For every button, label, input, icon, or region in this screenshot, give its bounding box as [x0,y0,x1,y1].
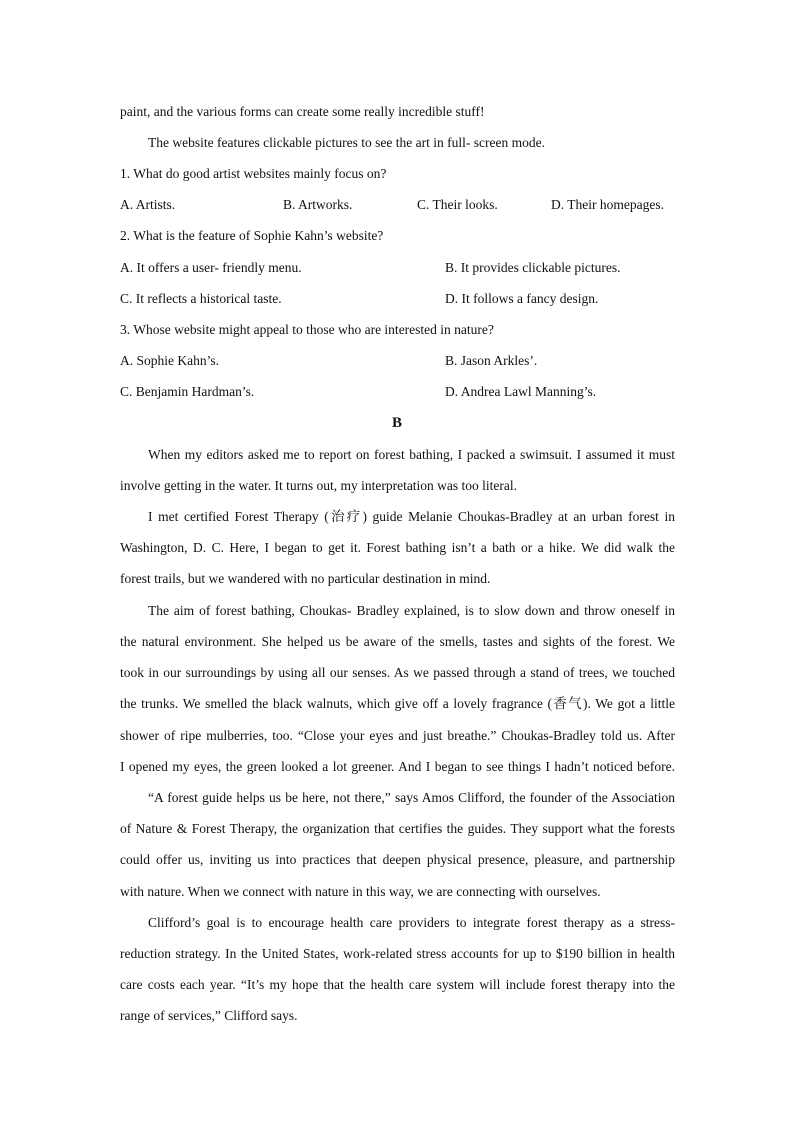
answer-option: D. Their homepages. [551,197,664,212]
passage-line: The aim of forest bathing, Choukas- Bradley explained, is to slow down and throw oneself in [148,603,675,618]
answer-option: A. It offers a user- friendly menu. [120,260,302,275]
answer-option: B. Artworks. [283,197,353,212]
answer-option: C. Their looks. [417,197,498,212]
answer-option: C. It reflects a historical taste. [120,291,282,306]
passage-line: reduction strategy. In the United States, work-related stress accounts for up to $190 billion in health [120,946,675,961]
question-stem: 2. What is the feature of Sophie Kahn’s website? [120,228,384,243]
passage-line: took in our surroundings by using all our senses. As we passed through a stand of trees, we touched [120,665,675,680]
passage-line: involve getting in the water. It turns out, my interpretation was too literal. [120,478,518,493]
passage-line: The website features clickable pictures to see the art in full- screen mode. [148,135,545,150]
answer-option: B. It provides clickable pictures. [445,260,621,275]
question-stem: 1. What do good artist websites mainly focus on? [120,166,387,181]
passage-line: the natural environment. She helped us be aware of the smells, tastes and sights of the forest. We [120,634,675,649]
answer-option: B. Jason Arkles’. [445,353,538,368]
passage-line: When my editors asked me to report on forest bathing, I packed a swimsuit. I assumed it must [148,447,675,462]
passage-line: care costs each year. “It’s my hope that the health care system will include forest therapy into the [120,977,675,992]
answer-option: C. Benjamin Hardman’s. [120,384,255,399]
passage-line: the trunks. We smelled the black walnuts, which give off a lovely fragrance (香气). We got a little [120,696,675,711]
passage-line: paint, and the various forms can create some really incredible stuff! [120,104,485,119]
passage-line: of Nature & Forest Therapy, the organization that certifies the guides. They support what the forests [120,821,675,836]
passage-line: could offer us, inviting us into practices that deepen physical presence, pleasure, and partnership [120,852,675,867]
passage-line: shower of ripe mulberries, too. “Close your eyes and just breathe.” Choukas-Bradley told us. After [120,728,675,743]
passage-line: I opened my eyes, the green looked a lot greener. And I began to see things I hadn’t noticed before. [120,759,675,774]
passage-line: range of services,” Clifford says. [120,1008,298,1023]
answer-option: A. Artists. [120,197,176,212]
answer-option: D. It follows a fancy design. [445,291,599,306]
passage-line: I met certified Forest Therapy (治疗) guide Melanie Choukas-Bradley at an urban forest in [148,509,675,524]
answer-option: D. Andrea Lawl Manning’s. [445,384,597,399]
section-heading: B [391,415,402,431]
passage-line: Washington, D. C. Here, I began to get it. Forest bathing isn’t a bath or a hike. We did walk the [120,540,675,555]
passage-line: Clifford’s goal is to encourage health care providers to integrate forest therapy as a stress- [148,915,675,930]
answer-option: A. Sophie Kahn’s. [120,353,219,368]
passage-line: with nature. When we connect with nature in this way, we are connecting with ourselves. [120,884,601,899]
question-stem: 3. Whose website might appeal to those who are interested in nature? [120,322,494,337]
passage-line: forest trails, but we wandered with no particular destination in mind. [120,571,491,586]
passage-line: “A forest guide helps us be here, not there,” says Amos Clifford, the founder of the Association [148,790,675,805]
